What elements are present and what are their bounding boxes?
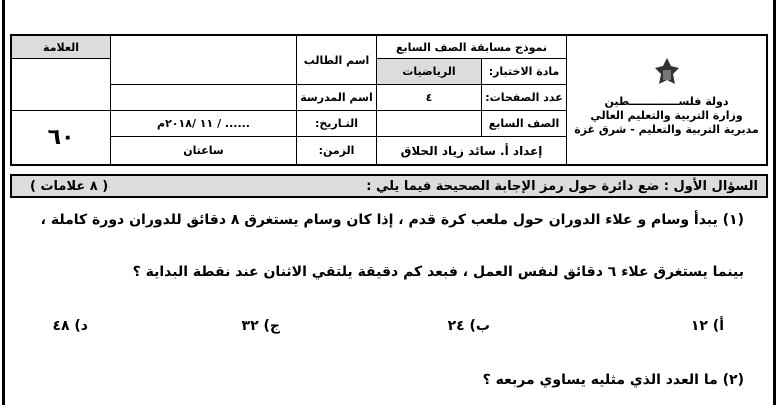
palestine-emblem-icon: [652, 56, 682, 90]
pages-value: ٤: [376, 85, 481, 111]
exam-header-table: [10, 34, 768, 166]
grade-blank: [12, 59, 110, 111]
directorate-name: مديرية التربية والتعليم - شرق غزة: [574, 123, 759, 136]
exam-title: نموذج مسابقة الصف السابع: [376, 36, 566, 59]
grade-total: ٦٠: [47, 125, 75, 150]
grade-level: الصف السابع: [481, 111, 566, 137]
item-2-line-1: (٢) ما العدد الذي مثليه يساوي مربعه ؟: [482, 372, 744, 388]
question-1-title: السؤال الأول : ضع دائرة حول رمز الإجابة الصحيحة فيما يلي :: [366, 179, 758, 194]
school-name-label: اسم المدرسة: [296, 85, 376, 111]
pages-label: عدد الصفحات:: [481, 85, 566, 111]
time-label: الزمن:: [296, 137, 376, 164]
item-1-line-2: بينما يستغرق علاء ٦ دقائق لنفس العمل ، فبعد كم دقيقة يلتقي الاثنان عند نقطة البداية ؟: [132, 264, 744, 280]
date-label: التـاريخ:: [296, 111, 376, 137]
option-c[interactable]: ج) ٣٢: [241, 318, 280, 334]
ministry-block: [566, 36, 766, 164]
date-value: ...... / ١١ /٢٠١٨م: [110, 111, 296, 137]
student-name-field: [110, 36, 296, 85]
prepared-by: إعداد أ. سائد زياد الحلاق: [376, 137, 566, 164]
state-name: دولة فلســـــــــــــطين: [604, 95, 729, 108]
ministry-name: وزارة التربية والتعليم العالي: [590, 109, 743, 122]
subject-value: الرياضيات: [376, 59, 481, 85]
option-a[interactable]: أ) ١٢: [690, 318, 724, 334]
option-d[interactable]: د) ٤٨: [52, 318, 88, 334]
grade-level-blank: [376, 111, 481, 137]
grade-label: العلامة: [12, 36, 110, 59]
question-1-marks: ( ٨ علامات ): [30, 179, 109, 194]
subject-label: مادة الاختبار:: [481, 59, 566, 85]
question-1-bar: [10, 174, 768, 198]
time-value: ساعتان: [110, 137, 296, 164]
school-name-field: [110, 85, 296, 111]
item-1-line-1: (١) يبدأ وسام و علاء الدوران حول ملعب كرة قدم ، إذا كان وسام يستغرق ٨ دقائق للدوران دورة كاملة ،: [40, 212, 744, 228]
option-b[interactable]: ب) ٢٤: [447, 318, 490, 334]
student-name-label: اسم الطالب: [296, 36, 376, 85]
